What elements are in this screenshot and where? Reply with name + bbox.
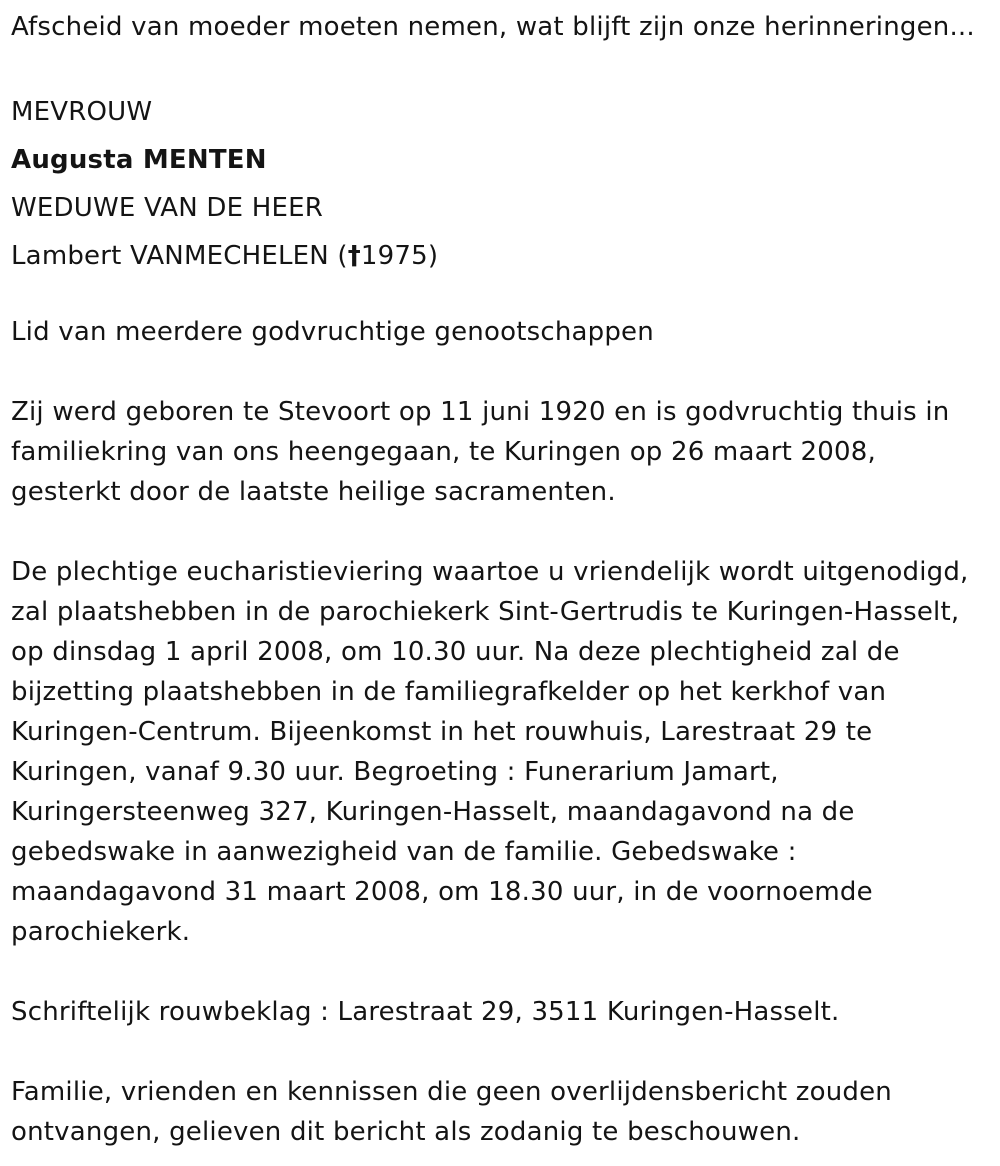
name-block bbox=[11, 88, 1000, 280]
paragraph-line: Kuringen-Centrum. Bijeenkomst in het rouwhuis, Larestraat 29 te bbox=[11, 717, 873, 747]
paragraph-line: ontvangen, gelieven dit bericht als zodanig te beschouwen. bbox=[11, 1117, 801, 1147]
paragraph-line: parochiekerk. bbox=[11, 917, 191, 947]
spouse-death-year: 1975) bbox=[360, 241, 439, 271]
paragraph-line: op dinsdag 1 april 2008, om 10.30 uur. Na deze plechtigheid zal de bbox=[11, 637, 900, 667]
paragraph-line: gebedswake in aanwezigheid van de familie. Gebedswake : bbox=[11, 837, 797, 867]
paragraph-line: maandagavond 31 maart 2008, om 18.30 uur, in de voornoemde bbox=[11, 877, 873, 907]
closing-paragraph bbox=[11, 1072, 1000, 1152]
cross-icon: † bbox=[347, 241, 361, 271]
paragraph-line: De plechtige eucharistieviering waartoe u vriendelijk wordt uitgenodigd, bbox=[11, 557, 969, 587]
opening-line: Afscheid van moeder moeten nemen, wat blijft zijn onze herinneringen... bbox=[11, 12, 975, 42]
ceremony-paragraph bbox=[11, 552, 1000, 952]
paragraph-line: bijzetting plaatshebben in de familiegrafkelder op het kerkhof van bbox=[11, 677, 887, 707]
paragraph-line: gesterkt door de laatste heilige sacramenten. bbox=[11, 477, 616, 507]
honorific-title: MEVROUW bbox=[11, 97, 153, 127]
membership-line: Lid van meerdere godvruchtige genootschappen bbox=[11, 317, 654, 347]
paragraph-line: Familie, vrienden en kennissen die geen overlijdensbericht zouden bbox=[11, 1077, 892, 1107]
deceased-name: Augusta MENTEN bbox=[11, 145, 267, 175]
paragraph-line: Kuringen, vanaf 9.30 uur. Begroeting : Funerarium Jamart, bbox=[11, 757, 779, 787]
paragraph-line: familiekring van ons heengegaan, te Kuringen op 26 maart 2008, bbox=[11, 437, 876, 467]
paragraph-line: Zij werd geboren te Stevoort op 11 juni 1920 en is godvruchtig thuis in bbox=[11, 397, 950, 427]
paragraph-line: Kuringersteenweg 327, Kuringen-Hasselt, maandagavond na de bbox=[11, 797, 855, 827]
birth-paragraph bbox=[11, 392, 1000, 512]
paragraph-line: zal plaatshebben in de parochiekerk Sint-Gertrudis te Kuringen-Hasselt, bbox=[11, 597, 960, 627]
spouse-line bbox=[11, 232, 1000, 280]
widow-of-label: WEDUWE VAN DE HEER bbox=[11, 193, 323, 223]
condolence-line: Schriftelijk rouwbeklag : Larestraat 29, 3511 Kuringen-Hasselt. bbox=[11, 997, 840, 1027]
spouse-name: Lambert VANMECHELEN ( bbox=[11, 241, 348, 271]
condolence-paragraph bbox=[11, 992, 1000, 1032]
membership-paragraph bbox=[11, 312, 1000, 352]
